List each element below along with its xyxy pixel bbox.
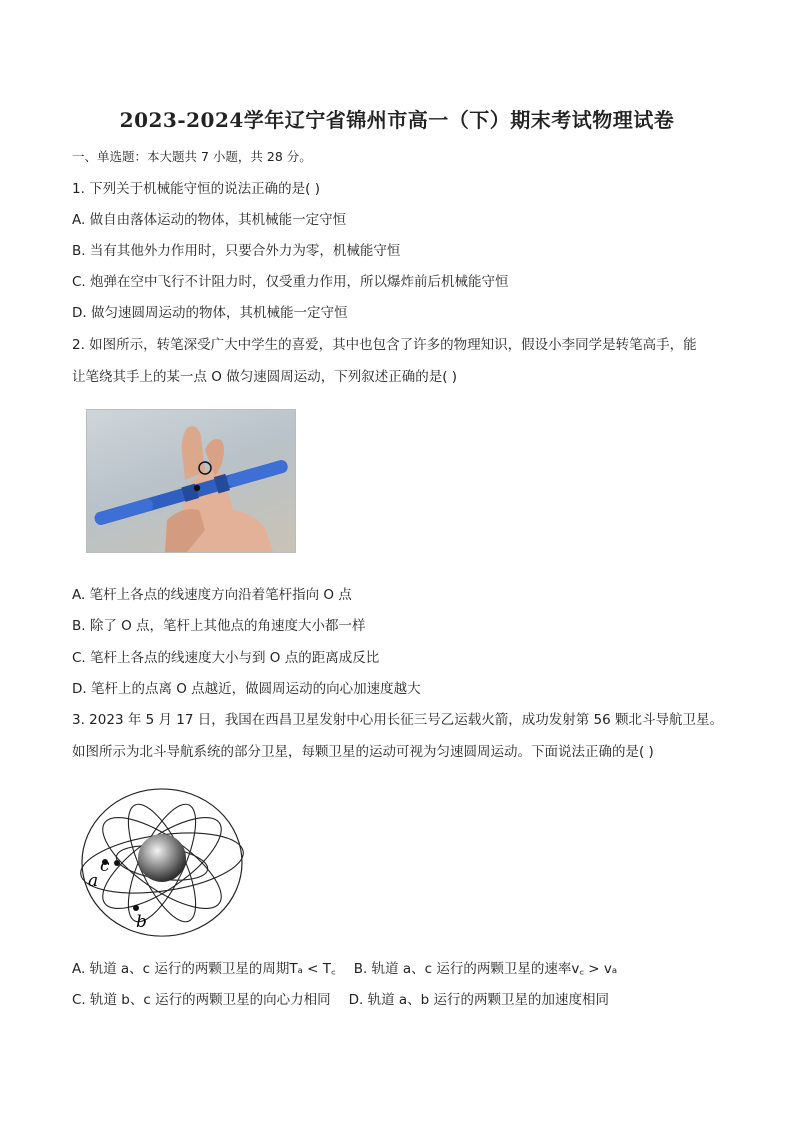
q2-option-d: D. 笔杆上的点离 O 点越近，做圆周运动的向心加速度越大 <box>72 681 421 697</box>
satellite-b-dot <box>133 905 139 911</box>
section-heading: 一、单选题：本大题共 7 小题，共 28 分。 <box>72 149 312 164</box>
page-title: 2023-2024学年辽宁省锦州市高一（下）期末考试物理试卷 <box>119 108 675 132</box>
q2-option-b: B. 除了 O 点，笔杆上其他点的角速度大小都一样 <box>72 618 366 634</box>
q3-option-d: D. 轨道 a、b 运行的两颗卫星的加速度相同 <box>348 992 609 1008</box>
q1-option-d: D. 做匀速圆周运动的物体，其机械能一定守恒 <box>72 305 348 321</box>
q3-option-c: C. 轨道 b、c 运行的两颗卫星的向心力相同 <box>72 992 331 1008</box>
q3-stem-line2: 如图所示为北斗导航系统的部分卫星，每颗卫星的运动可视为匀速圆周运动。下面说法正确的是( ) <box>72 744 654 760</box>
q3-option-a: A. 轨道 a、c 运行的两颗卫星的周期Tₐ < T꜀ <box>72 961 336 977</box>
pen-hand-illustration <box>87 410 295 552</box>
satellite-orbit-diagram <box>78 788 246 938</box>
q2-option-c: C. 笔杆上各点的线速度大小与到 O 点的距离成反比 <box>72 650 380 666</box>
label-b: b <box>136 912 147 932</box>
q3-options-row2 <box>72 988 609 1008</box>
q1-option-b: B. 当有其他外力作用时，只要合外力为零，机械能守恒 <box>72 243 401 259</box>
label-c: c <box>100 856 110 876</box>
satellite-c-dot <box>114 860 120 866</box>
q3-stem-line1: 3. 2023 年 5 月 17 日，我国在西昌卫星发射中心用长征三号乙运载火箭，成功发射第 56 颗北斗导航卫星。 <box>72 712 724 728</box>
q3-option-b: B. 轨道 a、c 运行的两颗卫星的速率v꜀ > vₐ <box>353 961 618 977</box>
pen-spinning-photo <box>86 409 296 553</box>
q2-option-a: A. 笔杆上各点的线速度方向沿着笔杆指向 O 点 <box>72 587 352 603</box>
q2-stem-line1: 2. 如图所示，转笔深受广大中学生的喜爱，其中也包含了许多的物理知识，假设小李同学是转笔高手，能 <box>72 337 697 353</box>
q1-option-c: C. 炮弹在空中飞行不计阻力时，仅受重力作用，所以爆炸前后机械能守恒 <box>72 274 509 290</box>
pivot-dot-icon <box>194 485 200 491</box>
q1-option-a: A. 做自由落体运动的物体，其机械能一定守恒 <box>72 212 347 228</box>
earth-sphere <box>138 834 186 882</box>
q1-stem: 1. 下列关于机械能守恒的说法正确的是( ) <box>72 181 320 197</box>
q3-options-row1 <box>72 957 617 977</box>
q2-stem-line2: 让笔绕其手上的某一点 O 做匀速圆周运动，下列叙述正确的是( ) <box>72 369 458 385</box>
label-a: a <box>88 871 99 891</box>
